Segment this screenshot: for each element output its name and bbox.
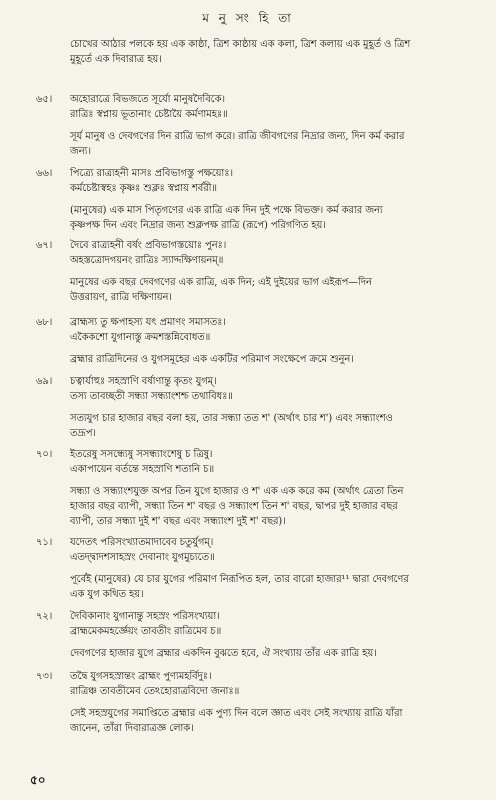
translation-line: ব্রহ্মার রাত্রিদিনের ও যুগসমূহের এক একটির পরিমাণ সংক্ষেপে ক্রমে শুনুন। [70,354,354,365]
verse-number: ৬৭। [36,240,53,251]
sanskrit-verse [70,238,480,268]
intro-line: মুহূর্তে এক দিবারাত্র হয়। [70,54,162,65]
sanskrit-verse [70,669,480,699]
sanskrit-line: এতদ্দ্বাদশসাহস্রং দেবানাং যুগমুচ্যতে॥ [70,552,215,563]
bengali-translation [70,706,480,736]
sanskrit-line: ব্রাহ্মস্য তু ক্ষপাহস্য যৎ প্রমাণং সমাসতঃ। [70,317,226,328]
sanskrit-verse [70,92,480,122]
translation-line: কৃষ্ণপক্ষ দিন এবং নিদ্রার জন্য শুক্লপক্ষ রাত্রি (রূপে) পরিগণিত হয়। [70,220,326,231]
sanskrit-line: একাপায়েন বর্তন্তে সহস্রাণি শতানি চ॥ [70,464,215,475]
intro-line: চোখের আঠার পলকে হয় এক কাষ্ঠা, ত্রিশ কাষ্ঠায় এক কলা, ত্রিশ কলায় এক মুহূর্ত ও ত্রিশ [70,39,411,50]
verse-number: ৭০। [36,449,53,460]
bengali-translation [70,484,480,529]
sanskrit-line: দৈবে রাত্র্যহনী বর্ষং প্রবিভাগস্তয়োঃ পুনঃ। [70,240,227,251]
verse-number: ৬৫। [36,94,53,105]
bengali-translation [70,646,480,661]
sanskrit-line: ব্রাহ্মমেকমহর্জ্ঞেয়ং তাবতীং রাত্রিমেব চ॥ [70,626,222,637]
running-header: ম নু সং হি তা [202,11,294,25]
sanskrit-line: দৈবিকানাং যুগানান্তু সহস্রং পরিসংখ্যয়া। [70,611,220,622]
translation-line: সন্ধ্যা ও সন্ধ্যাংশযুক্ত অপর তিন যুগে হাজার ও শ' এক এক করে কম (অর্থাৎ ত্রেতা তিন [70,486,404,497]
bengali-translation [70,411,480,441]
verse-number: ৭১। [36,537,53,548]
translation-line: মানুষের এক বছর দেবগণের এক রাত্রি, এক দিন; এই দুইয়ের ভাগ এইরূপ—দিন [70,277,372,288]
translation-line: উত্তরায়ণ, রাত্রি দক্ষিণায়ন। [70,292,172,303]
sanskrit-line: চত্বার্যাহুঃ সহস্রাণি বর্ষাণান্তু কৃতং যুগম্। [70,376,217,387]
sanskrit-line: তদ্বৈ যুগসহস্রান্তং ব্রাহ্মং পুণ্যমহর্বিদুঃ। [70,671,212,682]
sanskrit-line: রাত্রিঃ স্বপ্নায় ভূতানাং চেষ্টায়ৈ কর্মণামহঃ॥ [70,109,228,120]
sanskrit-verse [70,315,480,345]
sanskrit-verse [70,447,480,477]
sanskrit-line: তস্য তাবচ্ছতী সন্ধ্যা সন্ধ্যাংশশ্চ তথাবিধঃ॥ [70,391,233,402]
translation-line: সেই সহস্রযুগের সমাপ্তিতে ব্রহ্মার এক পুণ্য দিন বলে জ্ঞাত এবং সেই সংখ্যায় রাত্রি যাঁরা [70,708,403,719]
translation-line: ব্যাপী, তার সন্ধ্যা দুই শ' বছর এবং সন্ধ্যাংশ দুই শ' বছর)। [70,516,286,527]
sanskrit-line: রাত্রিঞ্চ তাবতীমেব তেঽহোরাত্রবিদো জনাঃ॥ [70,686,240,697]
verse-number: ৬৬। [36,168,53,179]
translation-line: সূর্য মানুষ ও দেবগণের দিন রাত্রি ভাগ করে। রাত্রি জীবগণের নিদ্রার জন্য, দিন কর্ম করার [70,131,405,142]
translation-line: হাজার বছর ব্যাপী, সন্ধ্যা তিন শ' বছর ও সন্ধ্যাংশ তিন শ' বছর, দ্বাপর দুই হাজার বছর [70,501,398,512]
sanskrit-line: কর্মচেষ্টাস্বহঃ কৃষ্ণঃ শুক্লঃ স্বপ্নায় শর্বরী॥ [70,183,217,194]
sanskrit-verse [70,374,480,404]
verse-number: ৬৮। [36,317,53,328]
sanskrit-line: অহোরাত্রে বিভজতে সূর্যো মানুষদৈবিকে। [70,94,225,105]
sanskrit-verse [70,609,480,639]
verse-number: ৭৩। [36,671,53,682]
sanskrit-verse [70,166,480,196]
bengali-translation [70,203,480,233]
bengali-translation [70,275,480,305]
sanskrit-verse [70,535,480,565]
translation-line: জানেন, তাঁরা দিবারাত্রজ্ঞ লোক। [70,723,194,734]
sanskrit-line: ইতরেষু সসন্ধ্যেষু সসন্ধ্যাংশেষু চ ত্রিষু। [70,449,213,460]
translation-line: পূর্বেই (মানুষের) যে চার যুগের পরিমাণ নিরূপিত হল, তার বারো হাজার¹¹ দ্বারা দেবগণের [70,574,409,585]
translation-line: (মানুষের) এক মাস পিতৃগণের এক রাত্রি এক দিন দুই পক্ষে বিভক্ত। কর্ম করার জন্য [70,205,383,216]
translation-line: সত্যযুগ চার হাজার বছর বলা হয়, তার সন্ধ্যা তত শ' (অর্থাৎ চার শ') এবং সন্ধ্যাংশও [70,413,393,424]
sanskrit-line: একৈকশো যুগানাস্তু ক্রমশস্তন্নিবোধত॥ [70,332,211,343]
bengali-translation [70,352,480,367]
sanskrit-line: পিত্র্যে রাত্র্যহনী মাসঃ প্রবিভাগস্তু পক্ষয়োঃ। [70,168,233,179]
translation-line: দেবগণের হাজার যুগে ব্রহ্মার একদিন বুঝতে হবে, ঐ সংখ্যায় তাঁর এক রাত্রি হয়। [70,648,377,659]
page-number: ৫০ [30,773,46,787]
sanskrit-line: যদেতৎ পরিসংখ্যাতমাদাবেব চতুর্যুগম্। [70,537,214,548]
bengali-translation [70,129,480,159]
verse-number: ৬৯। [36,376,53,387]
translation-line: এক যুগ কথিত হয়। [70,589,144,600]
sanskrit-line: অহস্তত্রোদগয়নং রাত্রিঃ স্যাদ্দক্ষিণায়নম্॥ [70,255,224,266]
bengali-translation [70,572,480,602]
intro-paragraph [70,37,480,67]
verse-number: ৭২। [36,611,53,622]
translation-line: তদ্রূপ। [70,428,96,439]
translation-line: জন্য। [70,146,91,157]
